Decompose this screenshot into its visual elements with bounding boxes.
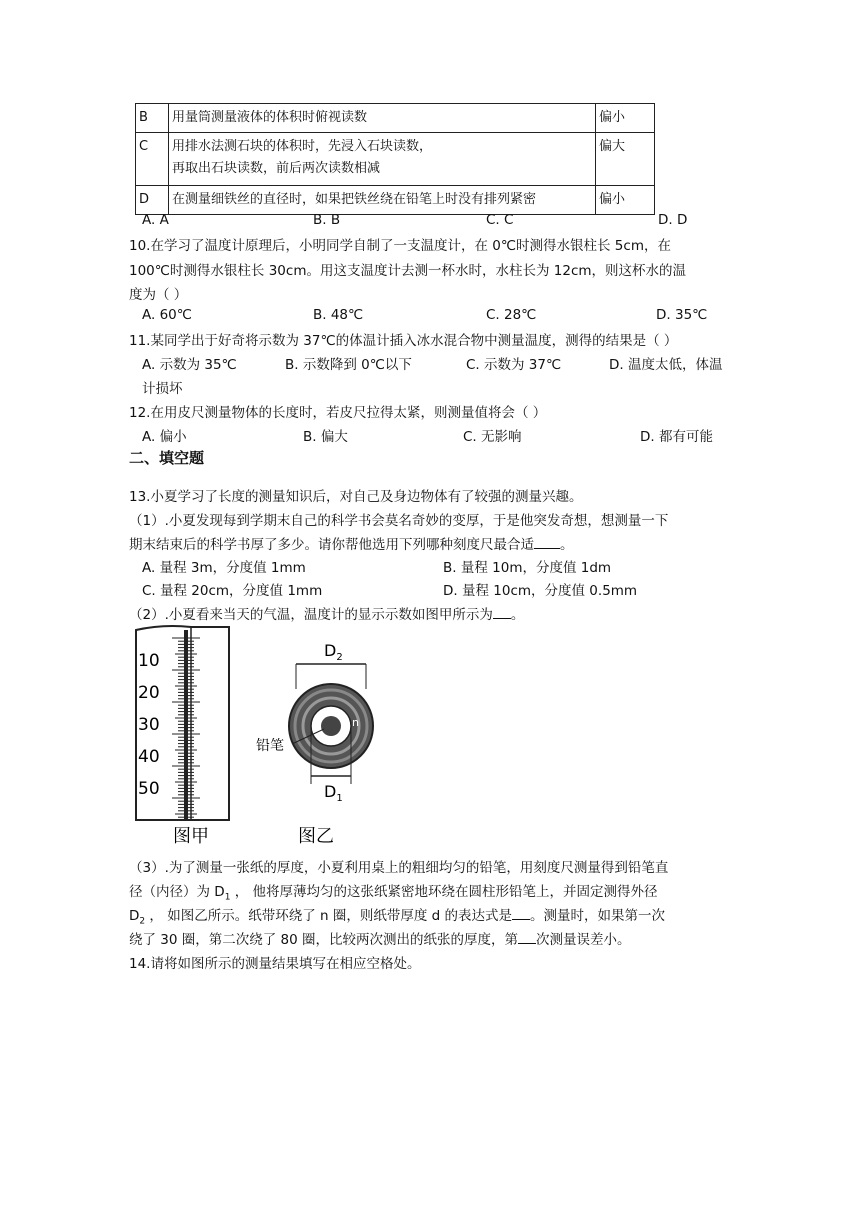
q13-p3-line3c: 。测量时，如果第一次 — [530, 908, 666, 924]
q13-p3-line2b: ， 他将厚薄均匀的这张纸紧密地环绕在圆柱形铅笔上，并固定测得外径 — [230, 884, 658, 900]
q13-p3-line3a: D — [129, 908, 140, 924]
row-method-line2: 再取出石块读数，前后两次读数相减 — [172, 161, 381, 176]
q11-line1: 11.某同学出于好奇将示数为 37℃的体温计插入冰水混合物中测量温度，测得的结果是（ ） — [129, 333, 678, 349]
q11-option-c: C. 示数为 37℃ — [466, 357, 562, 373]
q13-p2-line — [129, 603, 524, 623]
row-method — [169, 133, 596, 186]
label-pencil: 铅笔 — [256, 738, 284, 754]
table-row — [136, 186, 655, 215]
q11-option-b: B. 示数降到 0℃以下 — [285, 357, 412, 373]
row-result: 偏小 — [596, 104, 655, 133]
row-result: 偏大 — [596, 133, 655, 186]
q12-option-d: D. 都有可能 — [640, 429, 713, 445]
q13-p3-line4 — [129, 928, 631, 948]
q14-line1: 14.请将如图所示的测量结果填写在相应空格处。 — [129, 956, 421, 972]
q9-option-b: B. B — [313, 212, 341, 228]
figure-yi-pencil — [254, 634, 384, 846]
q13-p1-option-c: C. 量程 20cm，分度值 1mm — [142, 583, 323, 599]
q13-p1-line2 — [129, 533, 574, 553]
label-d2-sub: 2 — [336, 652, 343, 663]
q9-option-a: A. A — [142, 212, 169, 228]
row-method-line1: 用排水法测石块的体积时，先浸入石块读数， — [172, 139, 433, 154]
q13-p3-line3b: ， 如图乙所示。纸带环绕了 n 圈，则纸带厚度 d 的表达式是 — [145, 908, 513, 924]
figure-caption: 图甲 — [173, 826, 209, 846]
q13-p3-line2 — [129, 880, 658, 903]
tick-label: 30 — [138, 715, 160, 735]
q10-line1: 10.在学习了温度计原理后，小明同学自制了一支温度计，在 0℃时测得水银柱长 5cm，在 — [129, 238, 671, 254]
q13-intro: 13.小夏学习了长度的测量知识后，对自己及身边物体有了较强的测量兴趣。 — [129, 489, 583, 505]
options-table — [135, 103, 655, 215]
q10-option-a: A. 60℃ — [142, 307, 192, 323]
answer-blank[interactable] — [518, 929, 536, 944]
q11-option-d-cont: 计损坏 — [142, 381, 183, 397]
q13-p1-option-a: A. 量程 3m，分度值 1mm — [142, 560, 306, 576]
svg-text:D1 — [324, 782, 343, 804]
svg-text:D2 — [324, 641, 343, 663]
row-method: 在测量细铁丝的直径时，如果把铁丝绕在铅笔上时没有排列紧密 — [169, 186, 596, 215]
q13-p3-line2a: 径（内径）为 D — [129, 884, 225, 900]
row-letter: C — [136, 133, 169, 186]
label-d1: D — [324, 782, 337, 801]
q13-p3-line3 — [129, 904, 665, 927]
q13-p3-line3-sub: 2 — [139, 916, 146, 927]
answer-blank[interactable] — [534, 534, 560, 549]
q12-option-a: A. 偏小 — [142, 429, 187, 445]
table-row — [136, 133, 655, 186]
q10-line2: 100℃时测得水银柱长 30cm。用这支温度计去测一杯水时，水柱长为 12cm，则这杯水的温 — [129, 263, 687, 279]
q12-option-c: C. 无影响 — [463, 429, 522, 445]
q13-p3-line2-sub: 1 — [224, 892, 231, 903]
q11-option-a: A. 示数为 35℃ — [142, 357, 237, 373]
row-letter: D — [136, 186, 169, 215]
q12-line1: 12.在用皮尺测量物体的长度时，若皮尺拉得太紧，则测量值将会（ ） — [129, 405, 547, 421]
section-title: 二、填空题 — [129, 449, 205, 467]
q13-p2-text: （2）.小夏看来当天的气温，温度计的显示示数如图甲所示为 — [129, 607, 493, 623]
row-letter: B — [136, 104, 169, 133]
q13-p1-text: 期末结束后的科学书厚了多少。请你帮他选用下列哪种刻度尺最合适 — [129, 537, 534, 553]
q10-line3: 度为（ ） — [129, 287, 188, 303]
q13-p1-end: 。 — [560, 537, 574, 553]
q11-option-d: D. 温度太低，体温 — [609, 357, 723, 373]
figure-caption: 图乙 — [298, 826, 334, 846]
label-n: n — [352, 716, 359, 729]
table-row — [136, 104, 655, 133]
tick-label: 20 — [138, 683, 160, 703]
q10-option-b: B. 48℃ — [313, 307, 364, 323]
answer-blank[interactable] — [493, 604, 511, 619]
q13-p3-line4a: 绕了 30 圈，第二次绕了 80 圈，比较两次测出的纸张的厚度，第 — [129, 932, 519, 948]
q13-p1-line1: （1）.小夏发现每到学期末自己的科学书会莫名奇妙的变厚，于是他突发奇想，想测量一下 — [129, 513, 669, 529]
q13-p1-option-d: D. 量程 10cm，分度值 0.5mm — [443, 583, 638, 599]
tick-label: 10 — [138, 651, 160, 671]
q12-option-b: B. 偏大 — [303, 429, 348, 445]
q9-option-c: C. C — [486, 212, 514, 228]
q13-p3-line4b: 次测量误差小。 — [536, 932, 631, 948]
q13-p2-end: 。 — [510, 607, 525, 623]
q10-option-c: C. 28℃ — [486, 307, 537, 323]
tick-label: 50 — [138, 779, 160, 799]
q10-option-d: D. 35℃ — [656, 307, 708, 323]
label-d2: D — [324, 641, 337, 660]
row-result: 偏小 — [596, 186, 655, 215]
row-method: 用量筒测量液体的体积时俯视读数 — [169, 104, 596, 133]
q13-p1-option-b: B. 量程 10m，分度值 1dm — [443, 560, 612, 576]
answer-blank[interactable] — [512, 905, 530, 920]
figure-jia-thermometer — [133, 624, 233, 846]
tick-label: 40 — [138, 747, 160, 767]
q9-option-d: D. D — [658, 212, 688, 228]
q13-p3-line1: （3）.为了测量一张纸的厚度，小夏利用桌上的粗细均匀的铅笔，用刻度尺测量得到铅笔直 — [129, 860, 669, 876]
label-d1-sub: 1 — [336, 793, 343, 804]
